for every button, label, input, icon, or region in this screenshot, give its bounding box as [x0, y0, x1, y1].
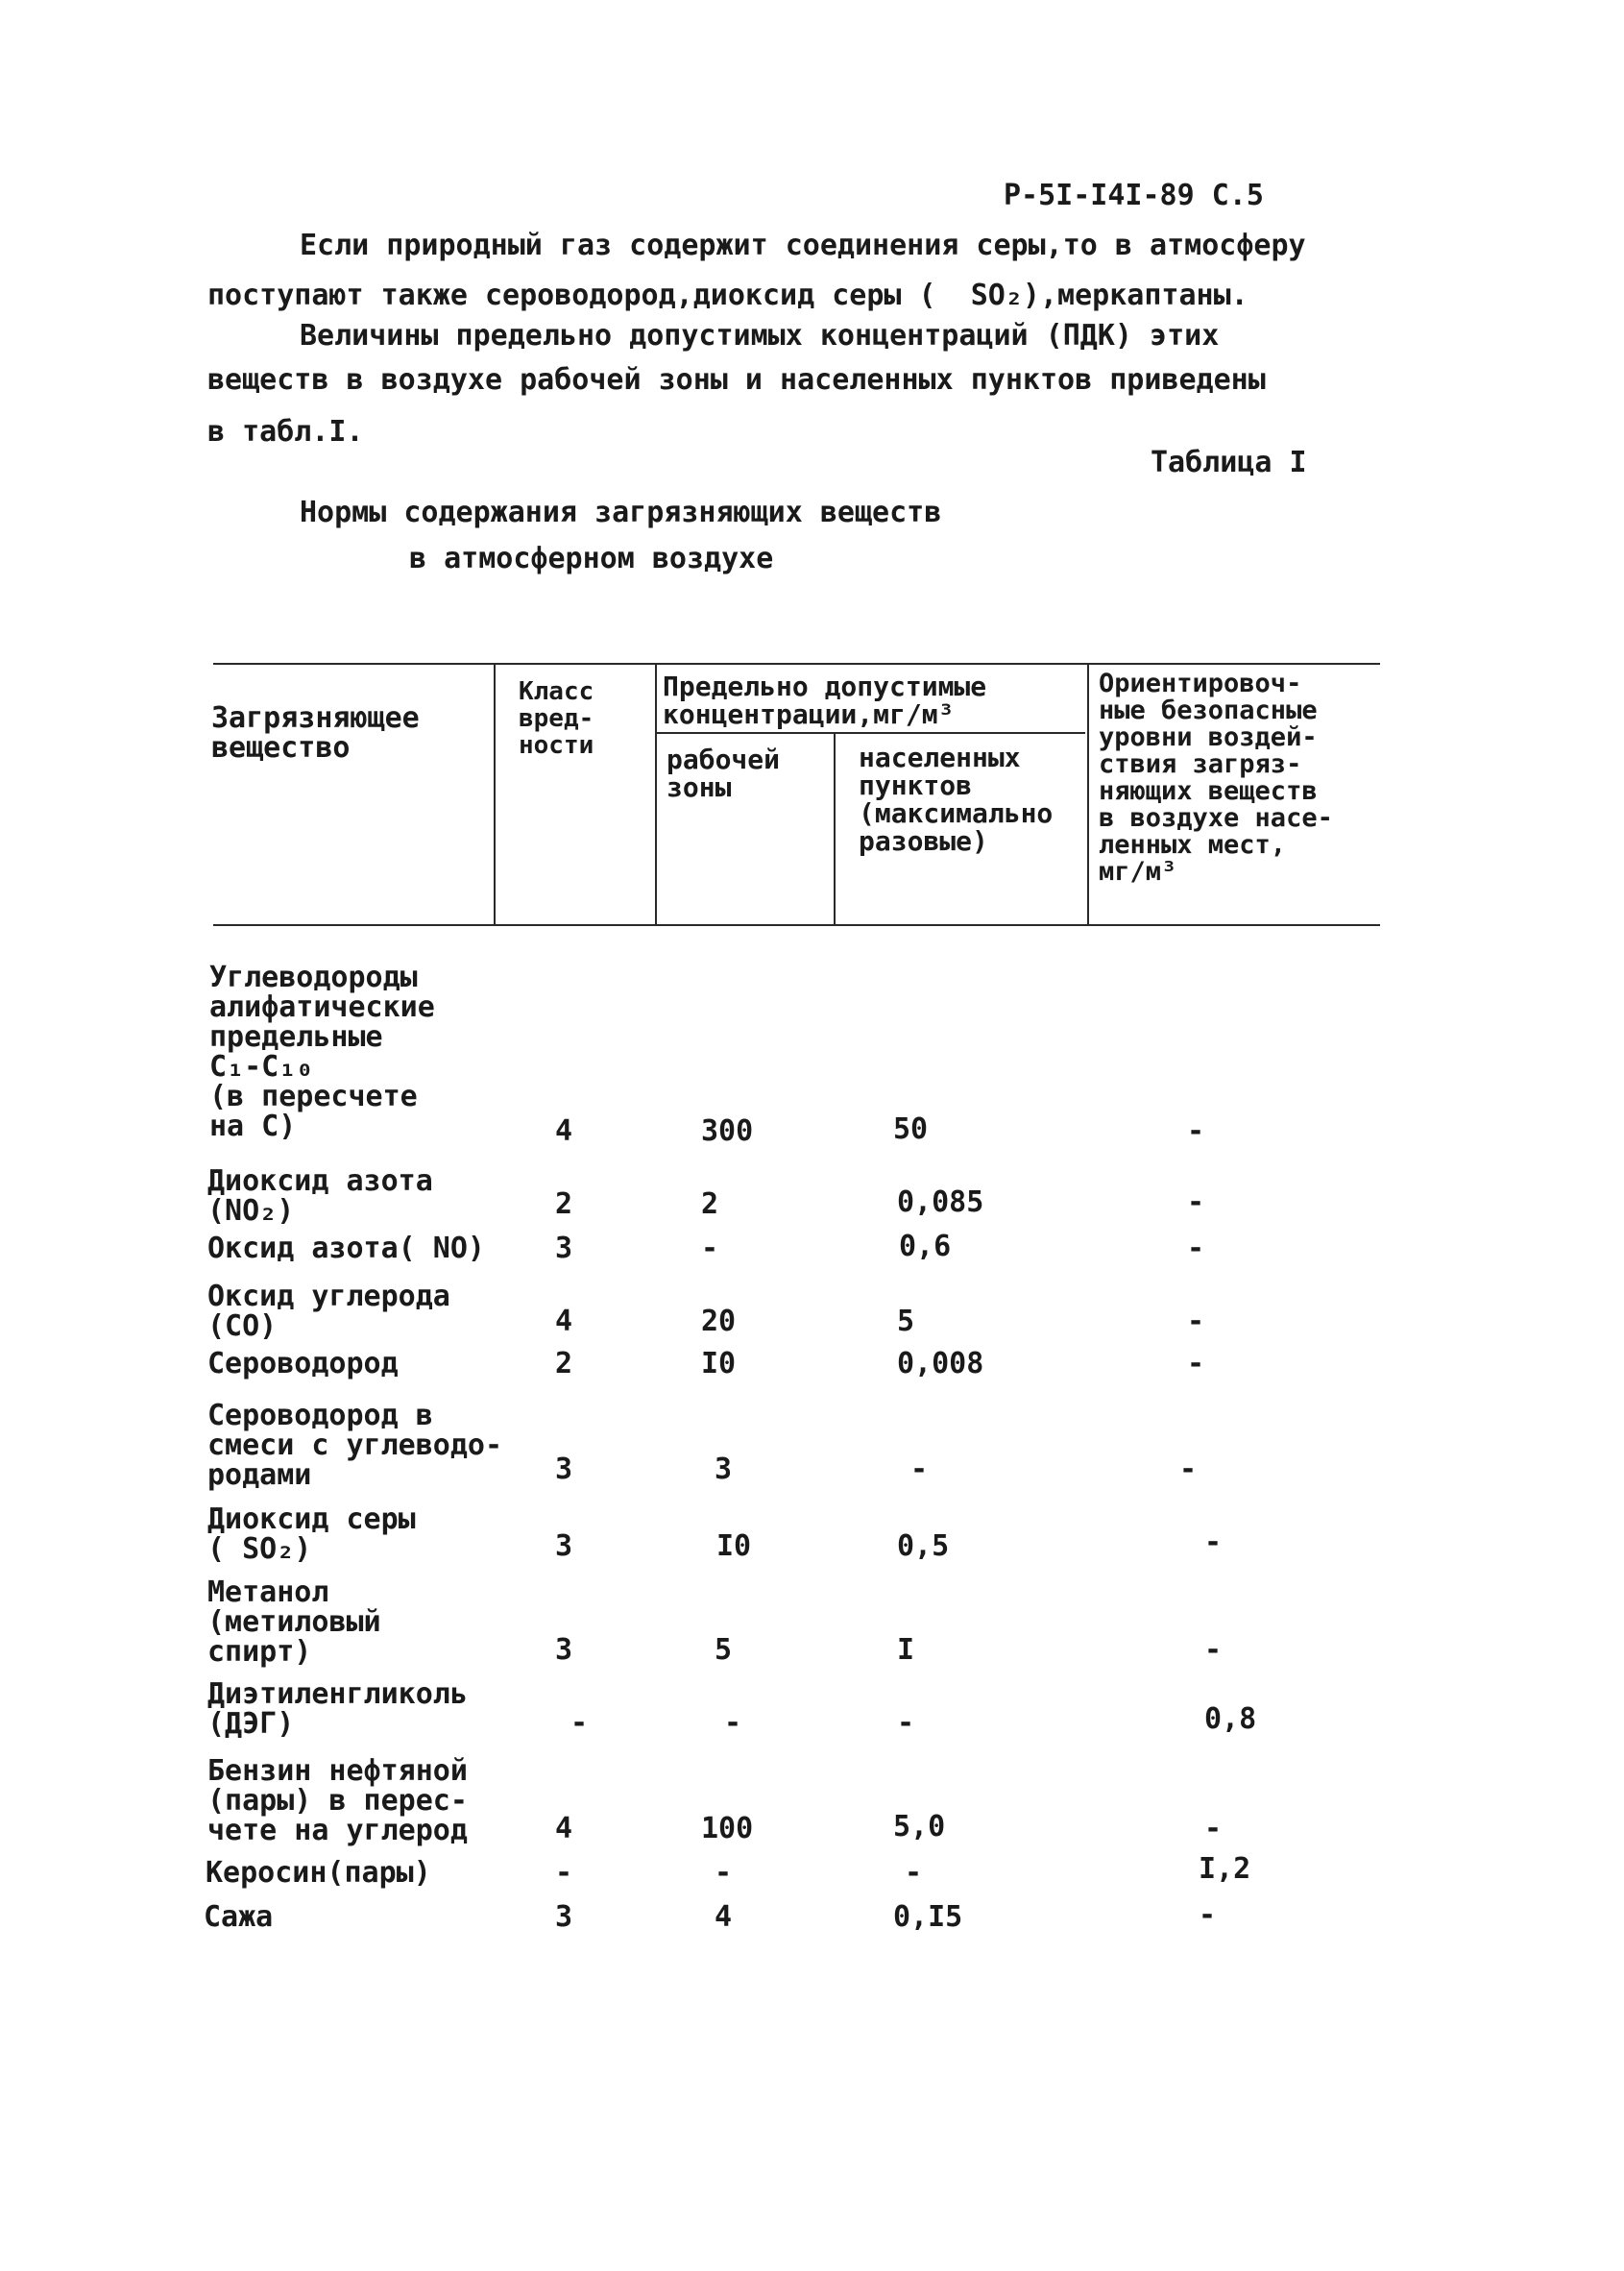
document-code: Р-5I-I4I-89 С.5: [1004, 179, 1264, 212]
row-settlements: -: [905, 1856, 923, 1890]
row-hazard-class: -: [555, 1856, 573, 1890]
row-work-zone: -: [724, 1706, 742, 1740]
row-hazard-class: 3: [555, 1900, 573, 1934]
row-safe-level: -: [1199, 1898, 1217, 1932]
paragraph-2-line-3: в табл.I.: [207, 415, 364, 449]
row-work-zone: I0: [716, 1529, 752, 1563]
row-settlements: 50: [893, 1112, 929, 1146]
row-safe-level: -: [1204, 1633, 1223, 1667]
row-hazard-class: 3: [555, 1529, 573, 1563]
row-hazard-class: 3: [555, 1453, 573, 1486]
table-top-rule: [213, 663, 1380, 665]
row-substance: Оксид азота( NO): [207, 1232, 485, 1265]
table-column-divider-1: [494, 663, 496, 926]
row-safe-level: -: [1187, 1305, 1205, 1338]
header-work-zone: рабочей зоны: [667, 744, 781, 803]
row-work-zone: 2: [701, 1187, 719, 1221]
row-safe-level: -: [1187, 1185, 1205, 1219]
paragraph-2-line-2: веществ в воздухе рабочей зоны и населенных пунктов приведены: [207, 363, 1266, 397]
row-work-zone: 100: [701, 1812, 754, 1845]
row-hazard-class: 2: [555, 1347, 573, 1380]
row-hazard-class: 4: [555, 1812, 573, 1845]
paragraph-1-line-1: Если природный газ содержит соединения серы,то в атмосферу: [300, 229, 1306, 262]
row-settlements: 0,008: [897, 1347, 984, 1380]
header-safe-levels: Ориентировоч- ные безопасные уровни воздей- ствия загряз- няющих веществ в воздухе насе- ленных мест, мг/м³: [1099, 669, 1333, 887]
table-header-bottom-rule: [213, 924, 1380, 926]
row-safe-level: -: [1187, 1347, 1205, 1380]
row-settlements: 0,6: [899, 1230, 952, 1263]
row-work-zone: -: [701, 1232, 719, 1265]
table-label: Таблица I: [1151, 446, 1307, 479]
header-hazard-class: Класс вред- ности: [519, 677, 594, 760]
row-safe-level: -: [1204, 1526, 1223, 1559]
row-work-zone: 5: [715, 1633, 733, 1667]
row-work-zone: 4: [715, 1900, 733, 1934]
table-column-divider-3: [834, 732, 836, 926]
row-settlements: -: [897, 1706, 915, 1740]
row-substance: Бензин нефтяной (пары) в перес- чете на углерод: [207, 1754, 468, 1847]
header-substance: Загрязняющее вещество: [211, 701, 420, 765]
row-safe-level: I,2: [1199, 1852, 1251, 1886]
row-settlements: -: [910, 1453, 929, 1486]
row-settlements: 0,I5: [893, 1900, 963, 1934]
row-substance: Керосин(пары): [206, 1856, 431, 1890]
header-settlements: населенных пунктов (максимально разовые): [859, 742, 1054, 857]
row-settlements: 5,0: [893, 1810, 946, 1844]
row-substance: Сажа: [204, 1900, 274, 1934]
row-substance: Оксид углерода (СО): [207, 1280, 450, 1343]
table-subheader-rule: [657, 732, 1085, 734]
row-work-zone: 300: [701, 1114, 754, 1148]
row-substance: Диэтиленгликоль (ДЭГ): [207, 1677, 468, 1741]
row-hazard-class: -: [570, 1706, 589, 1740]
row-substance: Диоксид азота (NO₂): [207, 1164, 433, 1228]
row-safe-level: -: [1179, 1453, 1198, 1486]
table-title-line-2: в атмосферном воздухе: [409, 542, 774, 575]
table-column-divider-4: [1087, 663, 1089, 926]
row-substance: Метанол (метиловый спирт): [207, 1575, 381, 1669]
row-substance: Диоксид серы ( SO₂): [207, 1502, 416, 1566]
row-safe-level: -: [1187, 1114, 1205, 1148]
row-work-zone: I0: [701, 1347, 737, 1380]
row-settlements: 5: [897, 1305, 915, 1338]
row-settlements: I: [897, 1633, 915, 1667]
row-work-zone: 3: [715, 1453, 733, 1486]
table-title-line-1: Нормы содержания загрязняющих веществ: [300, 496, 942, 529]
row-safe-level: -: [1187, 1232, 1205, 1265]
row-hazard-class: 3: [555, 1232, 573, 1265]
row-substance: Сероводород в смеси с углеводо- родами: [207, 1399, 503, 1492]
row-hazard-class: 2: [555, 1187, 573, 1221]
header-mac-group: Предельно допустимые концентрации,мг/м³: [663, 671, 987, 730]
row-settlements: 0,085: [897, 1185, 984, 1219]
row-hazard-class: 4: [555, 1305, 573, 1338]
table-column-divider-2: [655, 663, 657, 926]
row-work-zone: 20: [701, 1305, 737, 1338]
row-settlements: 0,5: [897, 1529, 950, 1563]
row-substance: Углеводороды алифатические предельные C₁-C₁₀ (в пересчете на С): [209, 961, 435, 1143]
row-safe-level: 0,8: [1204, 1702, 1257, 1736]
row-hazard-class: 3: [555, 1633, 573, 1667]
row-substance: Сероводород: [207, 1347, 399, 1380]
row-safe-level: -: [1204, 1812, 1223, 1845]
row-hazard-class: 4: [555, 1114, 573, 1148]
paragraph-1-line-2: поступают также сероводород,диоксид серы ( SO₂),меркаптаны.: [207, 279, 1248, 312]
paragraph-2-line-1: Величины предельно допустимых концентраций (ПДК) этих: [300, 319, 1220, 353]
row-work-zone: -: [715, 1856, 733, 1890]
